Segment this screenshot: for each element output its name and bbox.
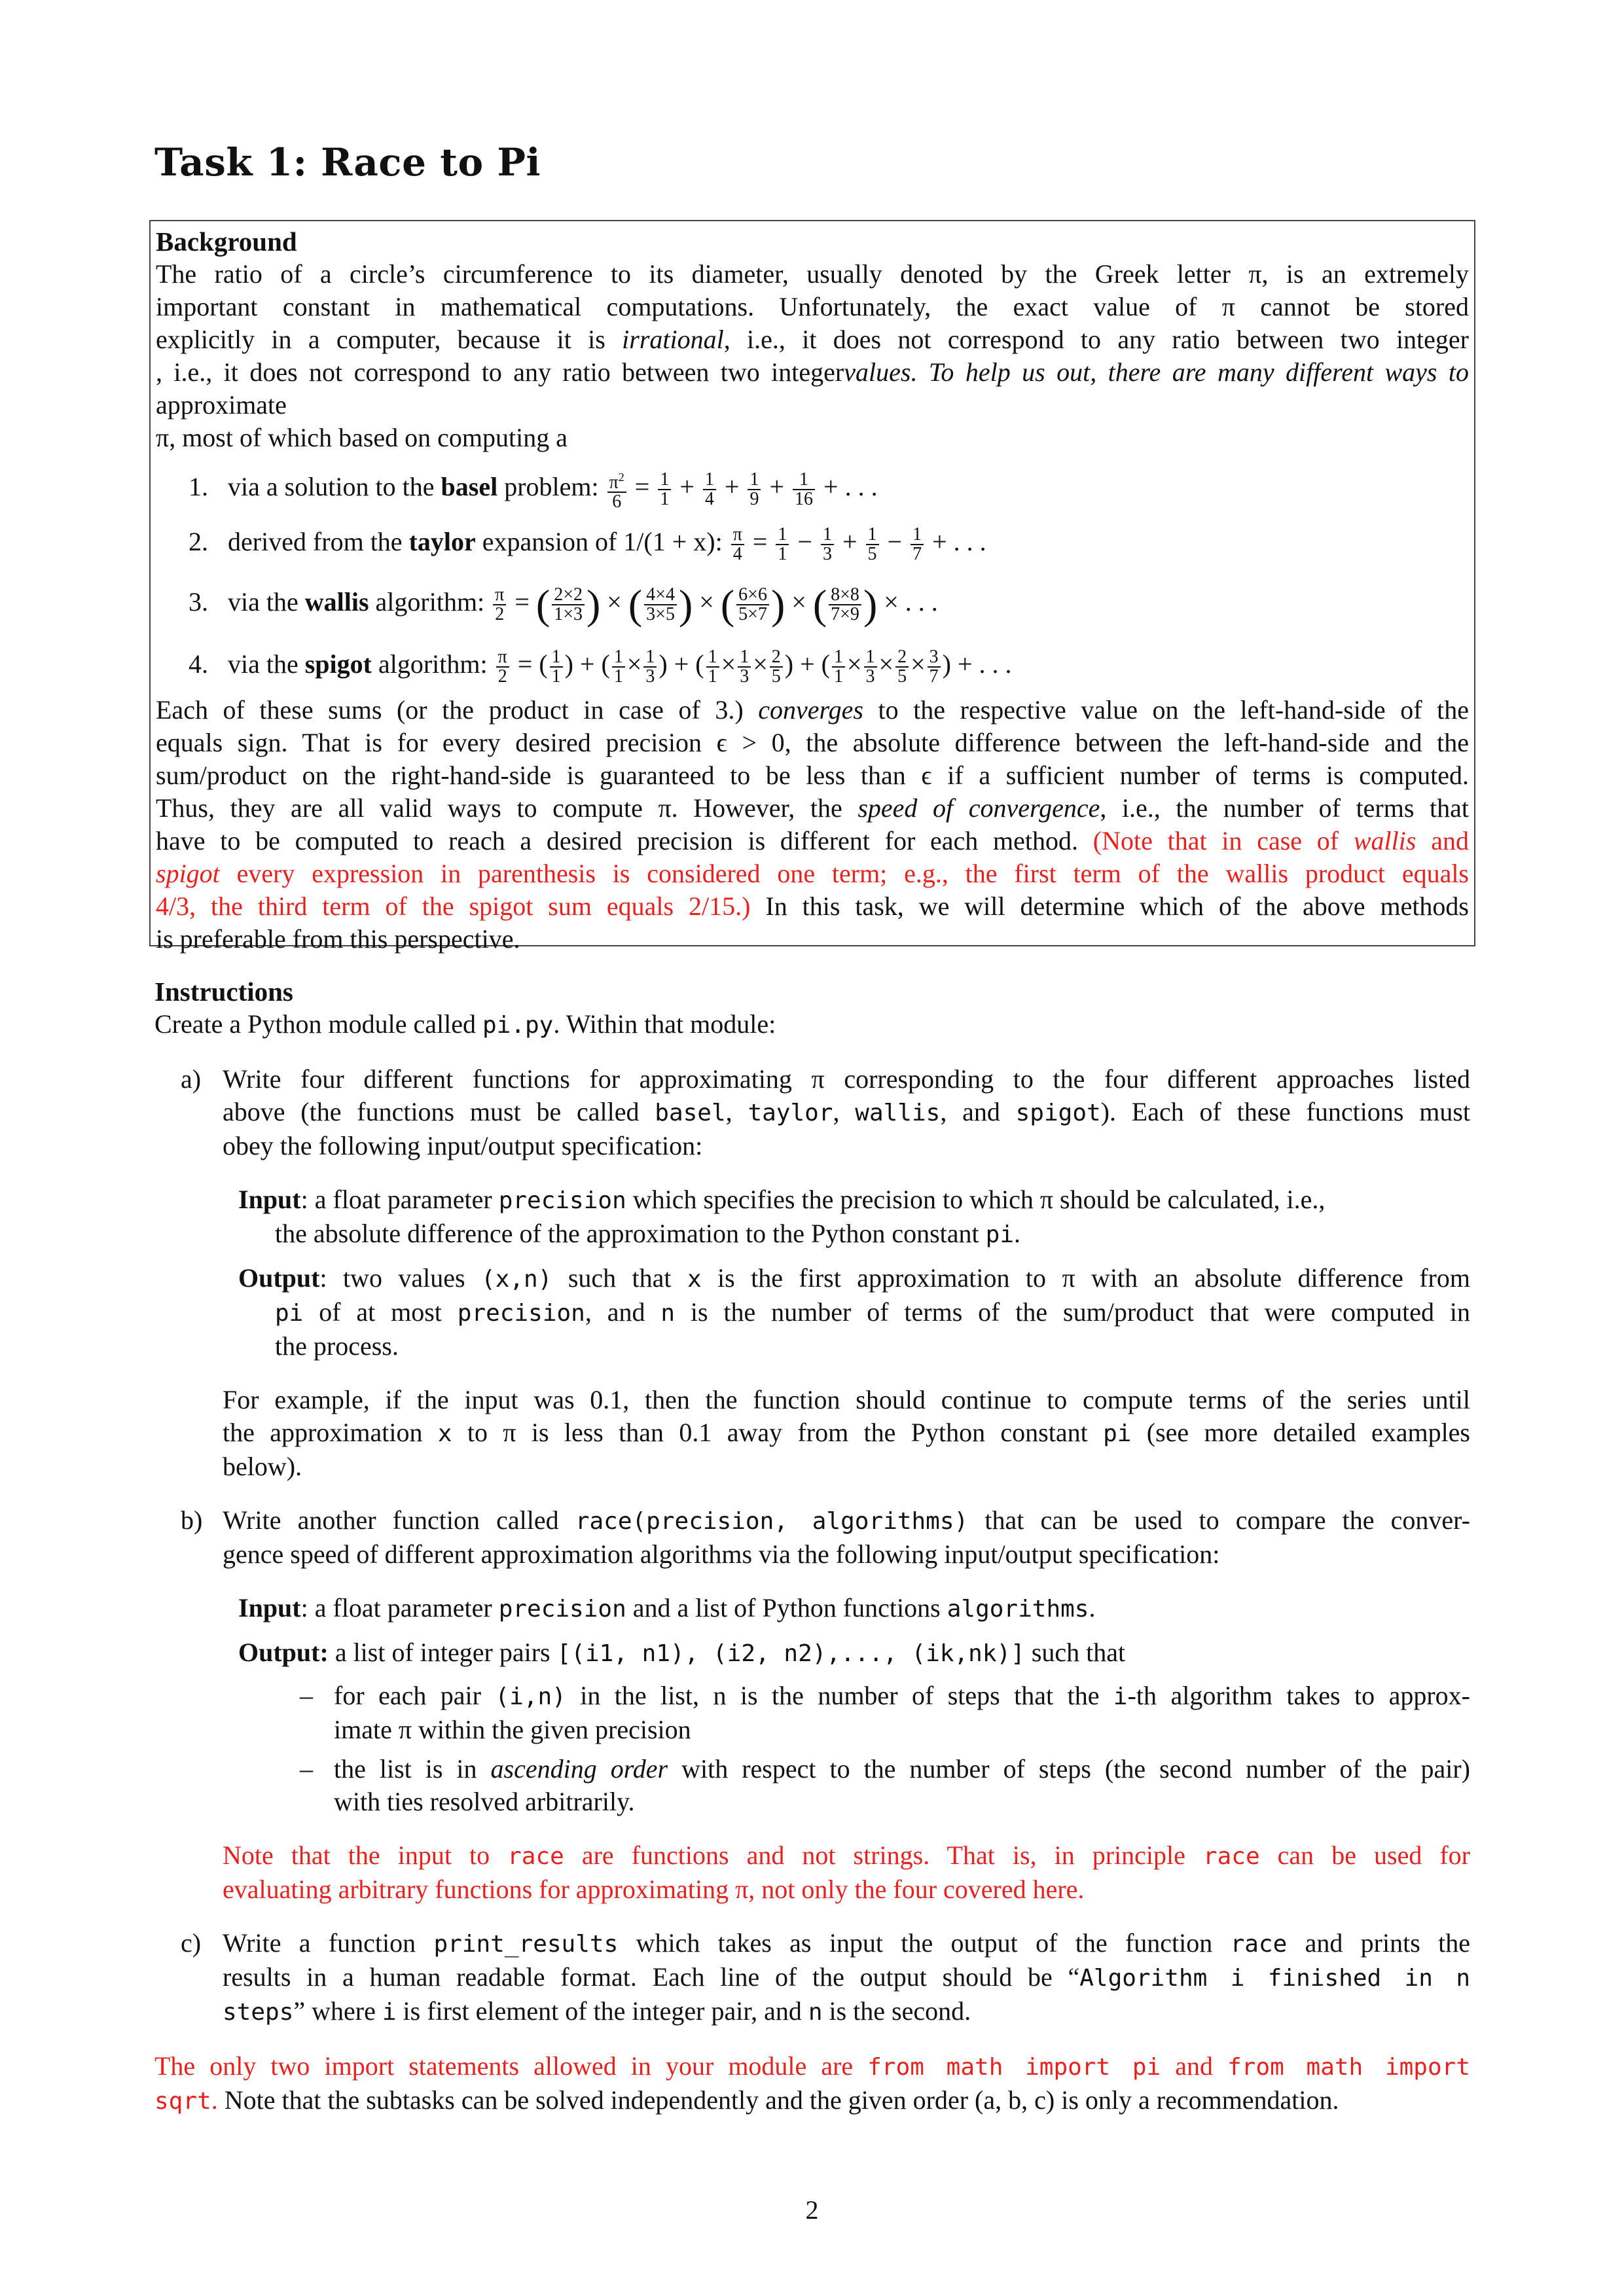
background-box: Background The ratio of a circle’s circumference to its diameter, usually denoted by the Greek letter π, is an extremely important constant in mathematical computations. Unfortunately, the exact value of π cannot be stored explicitly in a computer, because it is irrational, i.e., it does not correspond to any ratio between two integer , i.e., it does not correspond to any ratio between two integervalues. To help us out, there are many different ways to approximate π, most of which based on computing a 1. via a solution to the basel problem: $\frac{\pi^2}{6}$ = $\frac{1}{1}$ + $\frac{1}{4}$ + $\frac{1}{9}$ + $\frac{1}{16}$ + . . . 2. derived from the taylor expansion of 1/(1 + x): $\frac{\pi}{4}$ = $\frac{1}{1}$ − $\frac{1}{3}$ + $\frac{1}{5}$ − $\frac{1}{7}$ + . . . 3. via the wallis algorithm: $\frac{\pi}{2}$ = ( $\frac{2\times 2}{1\times 3}$ ) × ( $\frac{4\times 4}{3\times 5}$ ) × ( $\frac{6\times 6}{5\times 7}$ ) × ( $\frac{8\times 8}{7\times 9}$ ) × . . . 4. via the spigot algorithm: $\frac{\pi}{2}$ = ( $\frac{1}{1}$ ) + ( $\frac{1}{1}$ × $\frac{1}{3}$ ) + ( $\frac{1}{1}$ × $\frac{1}{3}$ × $\frac{2}{5}$ ) + ( $\frac{1}{1}$ × $\frac{1}{3}$ × $\frac{2}{5}$ × $\frac{3}{7}$ ) + . . . Each of these sums (or the product in case of 3.) converges to the respective value on the left-hand-side of the equals sign. That is for every desired precision ϵ > 0, the absolute difference between the left-hand-side and the sum/product on the right-hand-side is guaranteed to be less than ϵ if a sufficient number of terms is computed. Thus, they are all valid ways to compute π. However, the speed of convergence, i.e., the number of terms that have to be computed to reach a desired precision is different for each method. (Note that in case of wallis and spigot every expression in parenthesis is considered one term; e.g., the first term of the wallis product equals 4/3, the third term of the spigot sum equals 2/15.) In this task, we will determine which of the above methods is preferable from this perspective. [149, 220, 1475, 946]
instructions-section [154, 975, 1470, 2118]
background-heading: Background [156, 226, 297, 257]
page-number: 2 [805, 2195, 819, 2225]
b-bullet-1: – for each pair (i,n) in the list, n is the number of steps that the i-th algorithm takes to approx- imate π within the given precision [300, 1681, 1471, 1744]
background-para2: Each of these sums (or the product in case of 3.) converges to the respective value on the left-hand-side of the equals sign. That is for every desired precision ϵ > 0, the absolute difference between the left-hand-side and the sum/product on the right-hand-side is guaranteed to be less than ϵ if a sufficient number of terms is computed. Thus, they are all valid ways to compute π. However, the speed of convergence, i.e., the number of terms that have to be computed to reach a desired precision is different for each method. (Note that in case of wallis and spigot every expression in parenthesis is considered one term; e.g., the first term of the wallis product equals 4/3, the third term of the spigot sum equals 2/15.) In this task, we will determine which of the above methods is preferable from this perspective. [156, 695, 1470, 954]
b-input-spec: Input: a float parameter precision and a list of Python functions algorithms. [238, 1593, 1096, 1623]
instructions-heading: Instructions [154, 977, 293, 1007]
task-title: Task 1: Race to Pi [154, 140, 541, 185]
b-bullet-2: – the list is in ascending order with respect to the number of steps (the second number of the pair) with ties resolved arbitrarily. [300, 1754, 1470, 1816]
a-example: For example, if the input was 0.1, then the function should continue to compute terms of the series until the approximation x to π is less than 0.1 away from the Python constant pi (see more detailed examples below). [223, 1385, 1470, 1481]
subtask-c: c) Write a function print_results which takes as input the output of the function race and prints the results in a human readable format. Each line of the output should be “Algorithm i finished in n steps” where i is first element of the integer pair, and n is the second. [181, 1928, 1470, 2026]
instructions-intro: Create a Python module called pi.py. Within that module: [154, 1009, 776, 1039]
list-item: 4. via the spigot algorithm: $\frac{\pi}{2}$ = ( $\frac{1}{1}$ ) + ( $\frac{1}{1}$ × $\frac{1}{3}$ ) + ( $\frac{1}{1}$ × $\frac{1}{3}$ × $\frac{2}{5}$ ) + ( $\frac{1}{1}$ × $\frac{1}{3}$ × $\frac{2}{5}$ × $\frac{3}{7}$ ) + . . . [189, 646, 1012, 687]
list-item: 2. derived from the taylor expansion of 1/(1 + x): $\frac{\pi}{4}$ = $\frac{1}{1}$ − $\frac{1}{3}$ + $\frac{1}{5}$ − $\frac{1}{7}$ + . . . [189, 524, 986, 564]
list-item: 3. via the wallis algorithm: $\frac{\pi}{2}$ = ( $\frac{2\times 2}{1\times 3}$ ) × ( $\frac{4\times 4}{3\times 5}$ ) × ( $\frac{6\times 6}{5\times 7}$ ) × ( $\frac{8\times 8}{7\times 9}$ ) × . . . [189, 581, 938, 628]
b-output-spec: Output: a list of integer pairs [(i1, n1), (i2, n2),..., (ik,nk)] such that [238, 1638, 1126, 1667]
import-note: The only two import statements allowed in your module are from math import pi and from math import sqrt. Note that the subtasks can be solved independently and the given order (a, b, c) is only a recommendation. [154, 2051, 1471, 2115]
methods-list [189, 459, 1469, 694]
subtask-a: a) Write four different functions for approximating π corresponding to the four different approaches listed above (the functions must be called basel, taylor, wallis, and spigot). Each of these functions must obey the following input/output specification: Input: a float parameter precision which specifies the precision to which π should be calculated, i.e., the absolute difference of the approximation to the Python constant pi. Output: two values (x,n) such that x is the first approximation to π with an absolute difference from pi of at most precision, and n is the number of terms of the sum/product that were computed in the process. For example, if the input was 0.1, then the function should continue to compute terms of the series until the approximation x to π is less than 0.1 away from the Python constant pi (see more detailed examples below). [154, 1063, 1470, 1483]
a-output-spec: Output: two values (x,n) such that x is the first approximation to π with an absolute difference from pi of at most precision, and n is the number of terms of the sum/product that were computed in the process. [238, 1263, 1470, 1361]
a-input-spec: Input: a float parameter precision which specifies the precision to which π should be calculated, i.e., the absolute difference of the approximation to the Python constant pi. [238, 1185, 1326, 1248]
subtask-b: b) Write another function called race(precision, algorithms) that can be used to compare the conver- gence speed of different approximation algorithms via the following input/output specification: Input: a float parameter precision and a list of Python functions algorithms. Output: a list of integer pairs [(i1, n1), (i2, n2),..., (ik,nk)] such that – for each pair (i,n) in the list, n is the number of steps that the i-th algorithm takes to approx- imate π within the given precision – the list is in ascending order with respect to the number of steps (the second number of the pair) with ties resolved arbitrarily. Note that the input to race are functions and not strings. That is, in principle race can be used for evaluating arbitrary functions for approximating π, not only the four covered here. [154, 1504, 1470, 1906]
background-intro: The ratio of a circle’s circumference to its diameter, usually denoted by the Greek letter π, is an extremely important constant in mathematical computations. Unfortunately, the exact value of π cannot be stored explicitly in a computer, because it is irrational, i.e., it does not correspond to any ratio between two integer [156, 259, 1469, 354]
list-item: 1. via a solution to the basel problem: $\frac{\pi^2}{6}$ = $\frac{1}{1}$ + $\frac{1}{4}$ + $\frac{1}{9}$ + $\frac{1}{16}$ + . . . [189, 459, 1469, 514]
b-note: Note that the input to race are functions and not strings. That is, in principle race can be used for evaluating arbitrary functions for approximating π, not only the four covered here. [223, 1840, 1470, 1904]
